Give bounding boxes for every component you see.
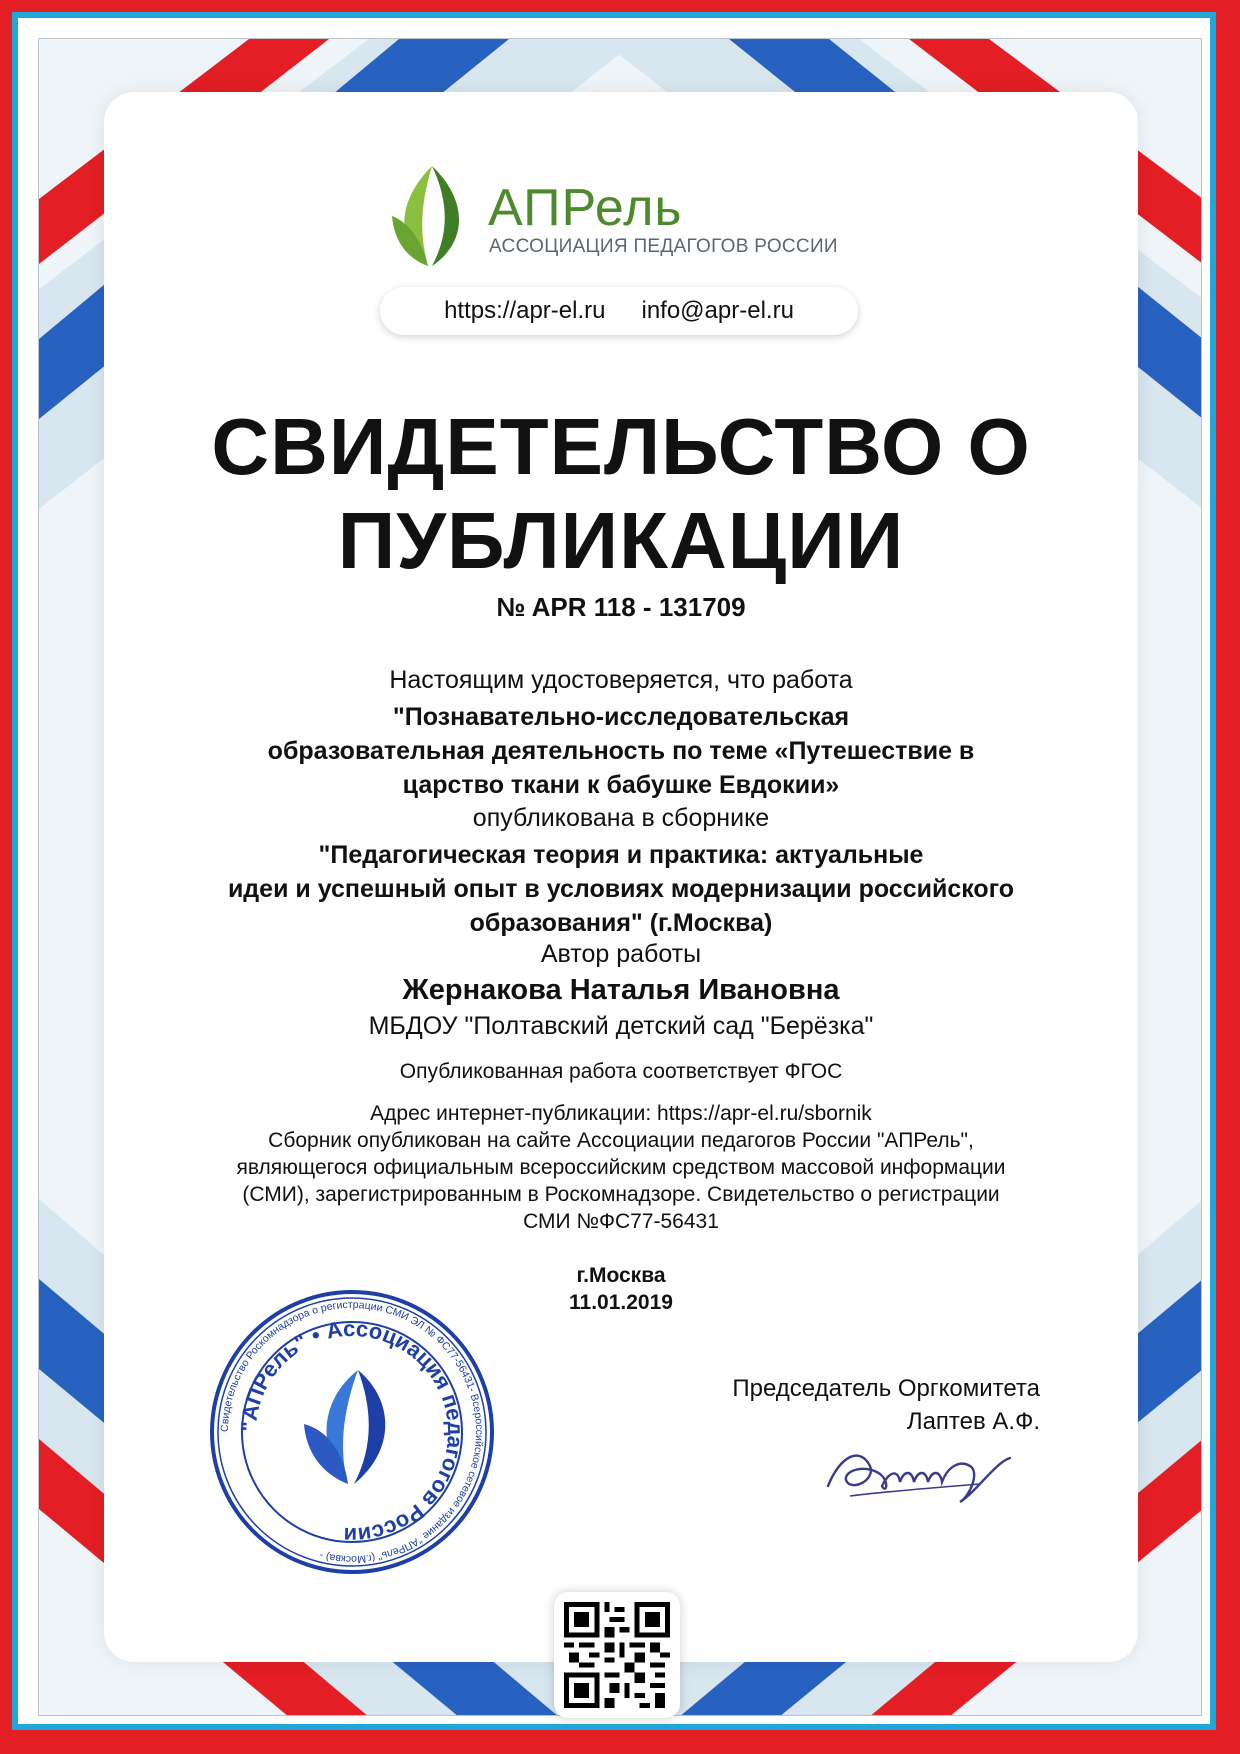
contact-pill (380, 287, 858, 335)
intro-text: Настоящим удостоверяется, что работа (389, 666, 853, 694)
publication-address (104, 1100, 1138, 1235)
author-name: Жернакова Наталья Ивановна (402, 974, 840, 1006)
logo-name: АПРель (488, 179, 683, 237)
title-line-1: СВИДЕТЕЛЬСТВО О (211, 402, 1031, 491)
title-line-2: ПУБЛИКАЦИИ (337, 496, 905, 585)
work-title-line-1: "Познавательно-исследовательская (392, 703, 850, 731)
address-line-2: Сборник опубликован на сайте Ассоциации педагогов России "АПРель", (268, 1129, 974, 1152)
site-link[interactable]: https://apr-el.ru (444, 297, 606, 324)
published-in-text: опубликована в сборнике (472, 804, 770, 832)
logo-subtitle: АССОЦИАЦИЯ ПЕДАГОГОВ РОССИИ (489, 236, 838, 257)
collection-line-1: "Педагогическая теория и практика: актуальные (318, 841, 924, 869)
fgos-note: Опубликованная работа соответствует ФГОС (399, 1060, 843, 1083)
author-label: Автор работы (540, 940, 702, 968)
address-line-5: СМИ №ФС77-56431 (523, 1210, 719, 1233)
stamp-outer-text: Свидетельство Роскомнадзора о регистрации СМИ ЭЛ № ФС77-56431- Всероссийское сетевое издание "АПРель" (г.Москва) - (218, 1298, 486, 1566)
chairman-name: Лаптев А.Ф. (906, 1408, 1040, 1435)
official-stamp (208, 1288, 496, 1576)
address-line-1: Адрес интернет-публикации: https://apr-el.ru/sbornik (370, 1102, 872, 1125)
collection-line-2: идеи и успешный опыт в условиях модернизации российского (227, 875, 1015, 903)
collection-line-3: образования" (г.Москва) (469, 909, 773, 937)
email-link[interactable]: info@apr-el.ru (641, 297, 794, 324)
qr-code-icon[interactable] (564, 1602, 670, 1708)
handwritten-signature (820, 1426, 1020, 1516)
collection-title (104, 838, 1138, 940)
apr-logo (388, 160, 868, 270)
svg-text:"АПРель" • Ассоциация педагого (236, 1316, 468, 1548)
address-line-4: (СМИ), зарегистрированным в Роскомнадзоре. Свидетельство о регистрации (242, 1183, 1000, 1206)
stamp-inner-text: "АПРель" • Ассоциация педагогов России (235, 1315, 469, 1549)
qr-code-box[interactable] (554, 1592, 680, 1718)
date: 11.01.2019 (569, 1291, 673, 1314)
work-title-line-2: образовательная деятельность по теме «Путешествие в (267, 737, 975, 765)
work-title-line-3: царство ткани к бабушке Евдокии» (402, 771, 840, 799)
city: г.Москва (576, 1264, 666, 1287)
page-title (104, 400, 1138, 588)
work-title (104, 700, 1138, 802)
chairman-position: Председатель Оргкомитета (732, 1375, 1040, 1402)
certificate-number: № APR 118 - 131709 (496, 592, 746, 622)
institution: МБДОУ "Полтавский детский сад "Берёзка" (368, 1012, 874, 1040)
leaf-logo-icon (388, 160, 472, 270)
address-line-3: являющегося официальным всероссийским средством массовой информации (236, 1156, 1006, 1179)
